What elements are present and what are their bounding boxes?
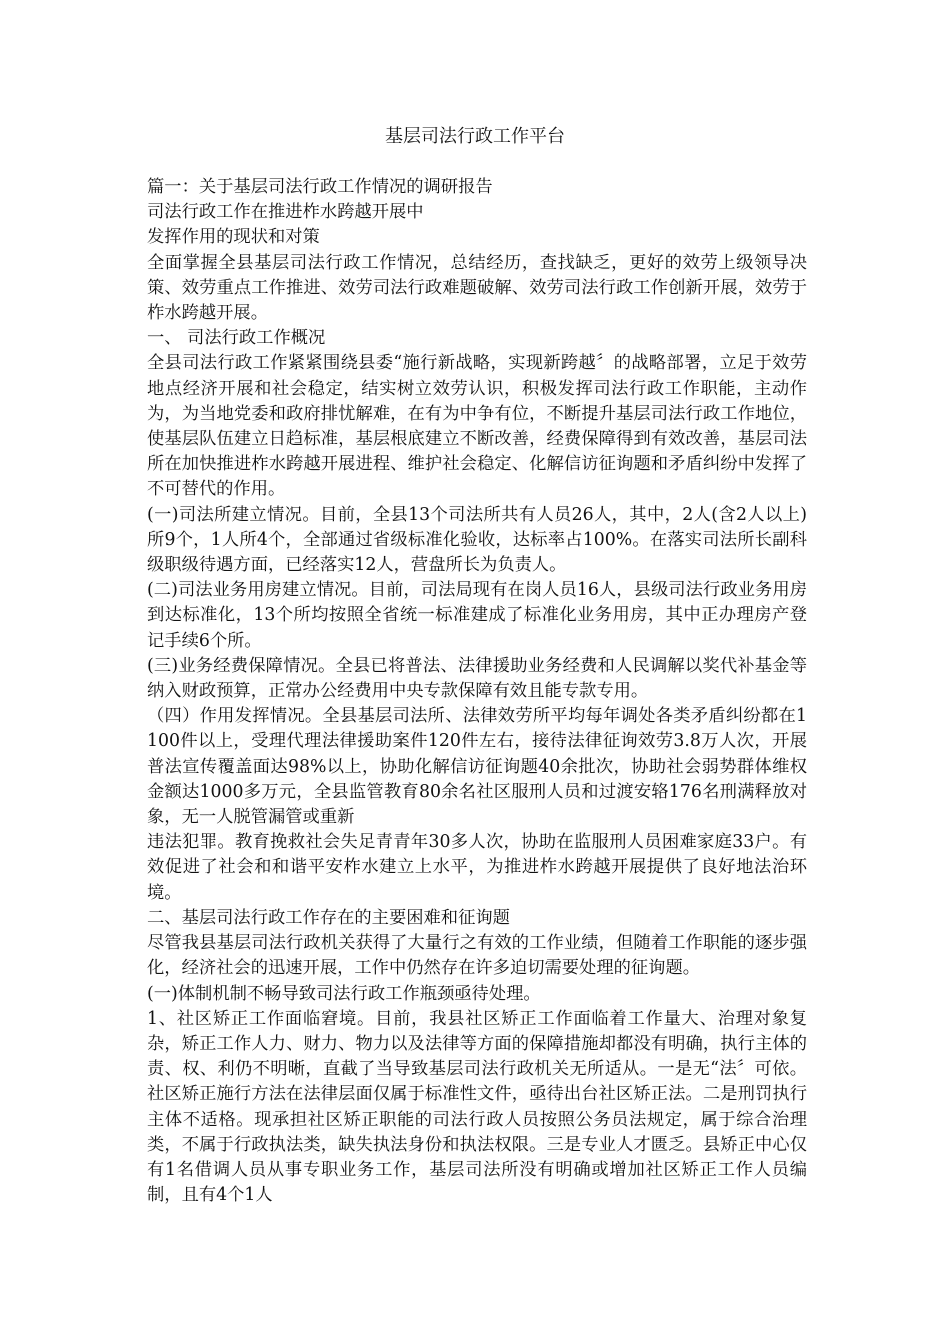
paragraph-item-3: (三)业务经费保障情况。全县已将普法、法律援助业务经费和人民调解以奖代补基金等纳入财政预算，正常办公经费用中央专款保障有效且能专款专用。 xyxy=(147,655,807,702)
section-heading-1: 一、 司法行政工作概况 xyxy=(147,328,326,349)
paragraph-heading-line-2: 发挥作用的现状和对策 xyxy=(147,227,320,248)
document-body xyxy=(147,175,807,1208)
paragraph-item-4-continued: 违法犯罪。教育挽救社会失足青青年30多人次，协助在监服刑人员困难家庭33户。有效促进了社会和和谐平安柞水建立上水平，为推进柞水跨越开展提供了良好地法治环境。 xyxy=(147,832,807,903)
document-title: 基层司法行政工作平台 xyxy=(385,126,565,147)
subsection-heading-1: (一)体制机制不畅导致司法行政工作瓶颈亟待处理。 xyxy=(147,983,541,1004)
paragraph-community-correction: 1、社区矫正工作面临窘境。目前，我县社区矫正工作面临着工作量大、治理对象复杂，矫正工作人力、财力、物力以及法律等方面的保障措施却都没有明确，执行主体的责、权、利仍不明晰，直截了当导致基层司法行政机关无所适从。一是无“法〞可依。社区矫正施行方法在法律层面仅属于标准性文件，亟待出台社区矫正法。二是刑罚执行主体不适格。现承担社区矫正职能的司法行政人员按照公务员法规定，属于综合治理类，不属于行政执法类，缺失执法身份和执法权限。三是专业人才匮乏。县矫正中心仅有1名借调人员从事专职业务工作，基层司法所没有明确或增加社区矫正工作人员编制，且有4个1人 xyxy=(147,1008,807,1206)
paragraph-intro: 全面掌握全县基层司法行政工作情况，总结经历，查找缺乏，更好的效劳上级领导决策、效劳重点工作推进、效劳司法行政难题破解、效劳司法行政工作创新开展，效劳于柞水跨越开展。 xyxy=(147,252,807,324)
paragraph-item-2: (二)司法业务用房建立情况。目前，司法局现有在岗人员16人，县级司法行政业务用房到达标准化，13个所均按照全省统一标准建成了标准化业务用房，其中正办理房产登记手续6个所。 xyxy=(147,580,807,651)
paragraph-subtitle: 篇一：关于基层司法行政工作情况的调研报告 xyxy=(147,177,493,197)
paragraph-item-4: （四）作用发挥情况。全县基层司法所、法律效劳所平均每年调处各类矛盾纠纷都在1100件以上，受理代理法律援助案件120件左右，接待法律征询效劳3.8万人次，开展普法宣传覆盖面达98%以上，协助化解信访征询题40余批次，协助社会弱势群体维权金额达1000多万元，全县监管教育80余名社区服刑人员和过渡安辂176名刑满释放对象，无一人脱管漏管或重新 xyxy=(147,706,807,828)
paragraph-overview: 全县司法行政工作紧紧围绕县委“施行新战略，实现新跨越〞的战略部署，立足于效劳地点经济开展和社会稳定，结实树立效劳认识，积极发挥司法行政工作职能，主动作为，为当地党委和政府排忧解难，在有为中争有位，不断提升基层司法行政工作地位，使基层队伍建立日趋标准，基层根底建立不断改善，经费保障得到有效改善，基层司法所在加快推进柞水跨越开展进程、维护社会稳定、化解信访征询题和矛盾纠纷中发挥了不可替代的作用。 xyxy=(147,353,807,500)
paragraph-heading-line-1: 司法行政工作在推进柞水跨越开展中 xyxy=(147,202,424,223)
paragraph-problems-intro: 尽管我县基层司法行政机关获得了大量行之有效的工作业绩，但随着工作职能的逐步强化，经济社会的迅速开展，工作中仍然存在许多迫切需要处理的征询题。 xyxy=(147,933,807,979)
paragraph-item-1: (一)司法所建立情况。目前，全县13个司法所共有人员26人，其中，2人(含2人以上)所9个，1人所4个，全部通过省级标准化验收，达标率占100%。在落实司法所长副科级职级待遇方面，已经落实12人，营盘所长为负责人。 xyxy=(147,504,807,576)
section-heading-2: 二、基层司法行政工作存在的主要困难和征询题 xyxy=(147,907,510,928)
